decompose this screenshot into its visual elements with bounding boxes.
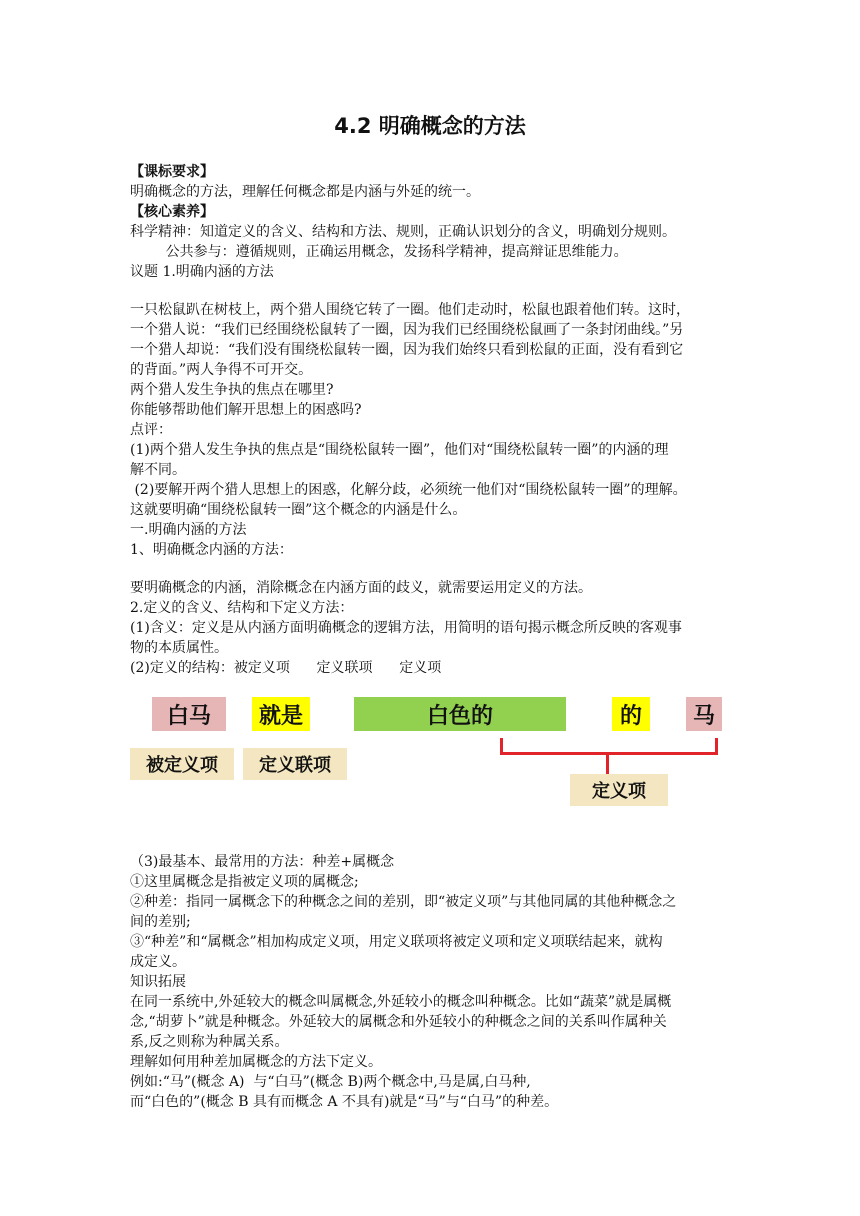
- paragraph-line: 解不同。: [130, 462, 186, 478]
- paragraph-line: 而“白色的”(概念 B 具有而概念 A 不具有)就是“马”与“白马”的种差。: [130, 1094, 559, 1110]
- genus-box: 马: [686, 697, 722, 731]
- differentia-box: 白色的: [354, 697, 566, 731]
- list-item: ①这里属概念是指被定义项的属概念;: [130, 874, 359, 890]
- label-defining-term: 定义项: [570, 774, 668, 806]
- paragraph-line: 科学精神：知道定义的含义、结构和方法、规则，正确认识划分的含义，明确划分规则。: [130, 224, 676, 240]
- bracket-stem: [606, 753, 609, 775]
- paragraph-line: 念,“胡萝卜”就是种概念。外延较大的属概念和外延较小的种概念之间的关系叫作属种关: [130, 1014, 667, 1030]
- question-line: 你能够帮助他们解开思想上的困惑吗?: [130, 402, 362, 418]
- paragraph-line: 一个猎人却说：“我们没有围绕松鼠转一圈，因为我们始终只看到松鼠的正面，没有看到它: [130, 342, 684, 358]
- particle-box: 的: [612, 697, 650, 731]
- section-heading: 1、明确概念内涵的方法：: [130, 542, 293, 558]
- definition-structure-diagram: [0, 690, 860, 820]
- list-item: 成定义。: [130, 954, 186, 970]
- defined-term-box: 白马: [152, 697, 226, 731]
- section-heading: 一.明确内涵的方法: [130, 522, 247, 538]
- paragraph-line: 理解如何用种差加属概念的方法下定义。: [130, 1054, 382, 1070]
- paragraph-line: 这就要明确“围绕松鼠转一圈”这个概念的内涵是什么。: [130, 502, 467, 518]
- paragraph-line: （3)最基本、最常用的方法：种差+属概念: [130, 854, 395, 870]
- topic-heading: 议题 1.明确内涵的方法: [130, 264, 274, 280]
- section-heading-curriculum: 【课标要求】: [130, 164, 214, 180]
- paragraph-line: 要明确概念的内涵，消除概念在内涵方面的歧义，就需要运用定义的方法。: [130, 580, 592, 596]
- paragraph-line: 物的本质属性。: [130, 640, 228, 656]
- paragraph-line: (1)两个猎人发生争执的焦点是“围绕松鼠转一圈”，他们对“围绕松鼠转一圈”的内涵的理: [130, 442, 669, 458]
- paragraph-line: 一只松鼠趴在树枝上，两个猎人围绕它转了一圈。他们走动时，松鼠也跟着他们转。这时，: [130, 302, 690, 318]
- list-item: ③“种差”和“属概念”相加构成定义项，用定义联项将被定义项和定义项联结起来，就构: [130, 934, 663, 950]
- paragraph-line: 例如:“马”(概念 A) 与“白马”(概念 B)两个概念中,马是属,白马种,: [130, 1074, 531, 1090]
- label-copula: 定义联项: [243, 748, 347, 780]
- copula-box: 就是: [252, 697, 310, 731]
- paragraph-line: 一个猎人说：“我们已经围绕松鼠转了一圈，因为我们已经围绕松鼠画了一条封闭曲线。”另: [130, 322, 684, 338]
- label-defined-term: 被定义项: [130, 748, 234, 780]
- list-item: ②种差：指同一属概念下的种概念之间的差别，即“被定义项”与其他同属的其他种概念之: [130, 894, 677, 910]
- paragraph-line: 明确概念的方法，理解任何概念都是内涵与外延的统一。: [130, 184, 480, 200]
- bracket-line: [500, 738, 718, 755]
- question-line: 两个猎人发生争执的焦点在哪里?: [130, 382, 334, 398]
- page-title: 4.2 明确概念的方法: [334, 114, 526, 138]
- section-heading: 知识拓展: [130, 974, 186, 990]
- paragraph-line: 的背面。”两人争得不可开交。: [130, 362, 313, 378]
- paragraph-line: 在同一系统中,外延较大的概念叫属概念,外延较小的概念叫种概念。比如“蔬菜”就是属概: [130, 994, 672, 1010]
- list-item: 间的差别;: [130, 914, 191, 930]
- section-heading-core-literacy: 【核心素养】: [130, 204, 214, 220]
- paragraph-line: (1)含义：定义是从内涵方面明确概念的逻辑方法，用简明的语句揭示概念所反映的客观事: [130, 620, 682, 636]
- comment-heading: 点评：: [130, 422, 172, 438]
- section-heading: 2.定义的含义、结构和下定义方法：: [130, 600, 354, 616]
- paragraph-line: (2)定义的结构：被定义项 定义联项 定义项: [130, 660, 442, 676]
- paragraph-line: 系,反之则称为种属关系。: [130, 1034, 289, 1050]
- paragraph-line: (2)要解开两个猎人思想上的困惑，化解分歧，必须统一他们对“围绕松鼠转一圈”的理解。: [130, 482, 687, 498]
- paragraph-line: 公共参与：遵循规则，正确运用概念，发扬科学精神，提高辩证思维能力。: [130, 244, 628, 260]
